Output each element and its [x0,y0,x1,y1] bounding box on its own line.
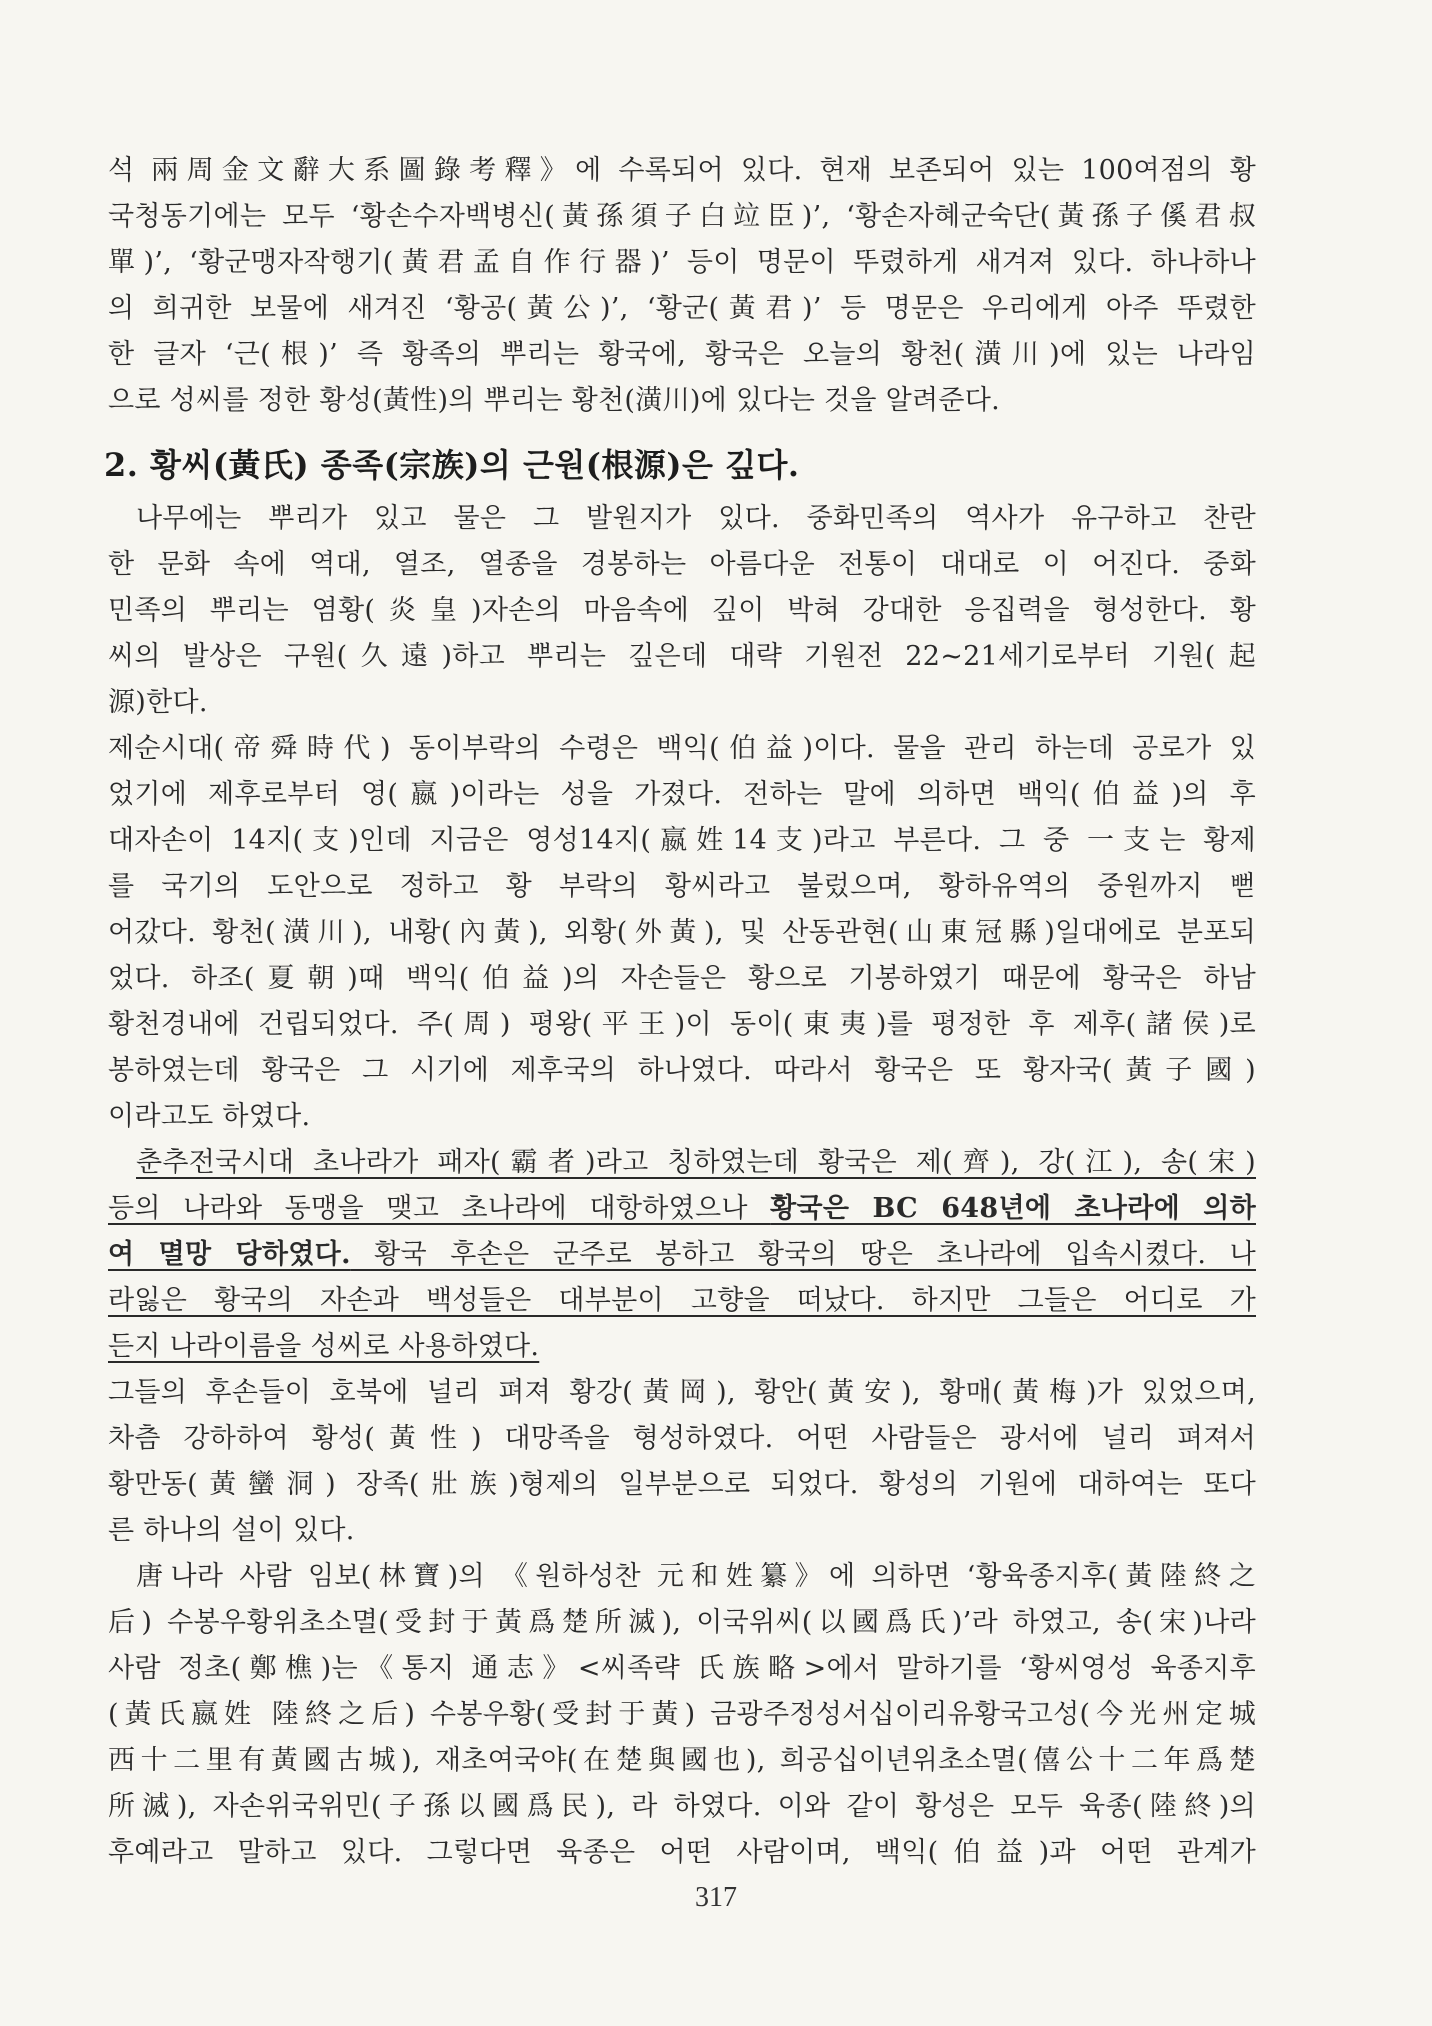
paragraph-5 [108,1554,1256,1876]
text-line: 후예라고 말하고 있다. 그렇다면 육종은 어떤 사람이며, 백익(伯益)과 어떤 관계가 [108,1837,1256,1868]
text-line: 었기에 제후로부터 영(嬴)이라는 성을 가졌다. 전하는 말에 의하면 백익(伯益)의 후 [108,779,1256,810]
text-line: 唐나라 사람 임보(林寶)의 《원하성찬 元和姓纂》에 의하면 ‘황육종지후(黃陸終之 [136,1561,1256,1592]
text-line: 른 하나의 설이 있다. [108,1515,355,1546]
text-segment: 등의 나라와 동맹을 맺고 초나라에 대항하였으나 [108,1193,771,1224]
text-line: (黃氏嬴姓 陸終之后) 수봉우황(受封于黃) 금광주정성서십이리유황국고성(今光州定城 [108,1699,1256,1730]
text-line: 황만동(黃蠻洞) 장족(壯族)형제의 일부분으로 되었다. 황성의 기원에 대하여는 또다 [108,1469,1256,1500]
text-line: 그들의 후손들이 호북에 널리 펴져 황강(黃岡), 황안(黃安), 황매(黃梅)가 있었으며, [108,1377,1256,1408]
paragraph-1 [108,496,1256,726]
text-line: 를 국기의 도안으로 정하고 황 부락의 황씨라고 불렀으며, 황하유역의 중원까지 뻗 [108,871,1256,902]
text-line: 씨의 발상은 구원(久遠)하고 뿌리는 깊은데 대략 기원전 22~21세기로부터 기원(起 [108,641,1256,672]
text-line: 나무에는 뿌리가 있고 물은 그 발원지가 있다. 중화민족의 역사가 유구하고 찬란 [136,503,1256,534]
text-segment: 황국 후손은 군주로 봉하고 황국의 땅은 초나라에 입속시켰다. 나 [350,1239,1256,1270]
text-line: 의 희귀한 보물에 새겨진 ‘황공(黃公)’, ‘황군(黃君)’ 등 명문은 우리에게 아주 뚜렸한 [108,293,1256,324]
text-line [108,1186,1256,1232]
text-line: 석 兩周金文辭大系圖錄考釋》에 수록되어 있다. 현재 보존되어 있는 100여점의 황 [108,155,1256,186]
text-line: 민족의 뿌리는 염황(炎皇)자손의 마음속에 깊이 박혀 강대한 응집력을 형성한다. 황 [108,595,1256,626]
text-line: 차츰 강하하여 황성(黃性) 대망족을 형성하였다. 어떤 사람들은 광서에 널리 펴져서 [108,1423,1256,1454]
text-line: 사람 정초(鄭樵)는《통지 通志》<씨족략 氏族略>에서 말하기를 ‘황씨영성 육종지후 [108,1653,1256,1684]
text-line: 所滅), 자손위국위민(子孫以國爲民), 라 하였다. 이와 같이 황성은 모두 육종(陸終)의 [108,1791,1256,1822]
intro-paragraph [108,148,1256,424]
text-line: 대자손이 14지(支)인데 지금은 영성14지(嬴姓14支)라고 부른다. 그 중 一支는 황제 [108,825,1256,856]
text-line: 后) 수봉우황위초소멸(受封于黃爲楚所滅), 이국위씨(以國爲氏)’라 하였고, 송(宋)나라 [108,1607,1256,1638]
paragraph-4 [108,1370,1256,1554]
page-number: 317 [695,1882,737,1913]
text-line: 었다. 하조(夏朝)때 백익(伯益)의 자손들은 황으로 기봉하였기 때문에 황국은 하남 [108,963,1256,994]
bold-text: 여 멸망 당하였다. [108,1239,351,1270]
text-line: 한 글자 ‘근(根)’ 즉 황족의 뿌리는 황국에, 황국은 오늘의 황천(潢川)에 있는 나라임 [108,339,1256,370]
text-line: 한 문화 속에 역대, 열조, 열종을 경봉하는 아름다운 전통이 대대로 이 어진다. 중화 [108,549,1256,580]
section-heading: 2. 황씨(黃氏) 종족(宗族)의 근원(根源)은 깊다. [104,446,800,484]
text-line [108,1232,1256,1278]
text-line: 제순시대(帝舜時代) 동이부락의 수령은 백익(伯益)이다. 물을 관리 하는데 공로가 있 [108,733,1256,764]
text-line: 源)한다. [108,687,208,718]
text-line: 라잃은 황국의 자손과 백성들은 대부분이 고향을 떠났다. 하지만 그들은 어디로 가 [108,1285,1256,1316]
text-line: 황천경내에 건립되었다. 주(周) 평왕(平王)이 동이(東夷)를 평정한 후 제후(諸侯)로 [108,1009,1256,1040]
text-line: 어갔다. 황천(潢川), 내황(內黃), 외황(外黃), 및 산동관현(山東冠縣)일대에로 분포되 [108,917,1256,948]
text-line: 西十二里有黃國古城), 재초여국야(在楚與國也), 희공십이년위초소멸(僖公十二年爲楚 [108,1745,1256,1776]
text-line: 국청동기에는 모두 ‘황손수자백병신(黃孫須子白竝臣)’, ‘황손자혜군숙단(黃孫子傒君叔 [108,201,1256,232]
text-line: 으로 성씨를 정한 황성(黃性)의 뿌리는 황천(潢川)에 있다는 것을 알려준다. [108,385,1001,416]
text-line: 봉하였는데 황국은 그 시기에 제후국의 하나였다. 따라서 황국은 또 황자국(黃子國) [108,1055,1256,1086]
text-line: 춘추전국시대 초나라가 패자(霸者)라고 칭하였는데 황국은 제(齊), 강(江), 송(宋) [136,1147,1256,1178]
text-line: 單)’, ‘황군맹자작행기(黃君孟自作行器)’ 등이 명문이 뚜렸하게 새겨져 있다. 하나하나 [108,247,1256,278]
paragraph-2 [108,726,1256,1140]
text-line: 든지 나라이름을 성씨로 사용하였다. [108,1331,540,1362]
text-line: 이라고도 하였다. [108,1101,311,1132]
bold-text: 황국은 BC 648년에 초나라에 의하 [770,1193,1256,1224]
paragraph-3-underlined [108,1140,1256,1370]
